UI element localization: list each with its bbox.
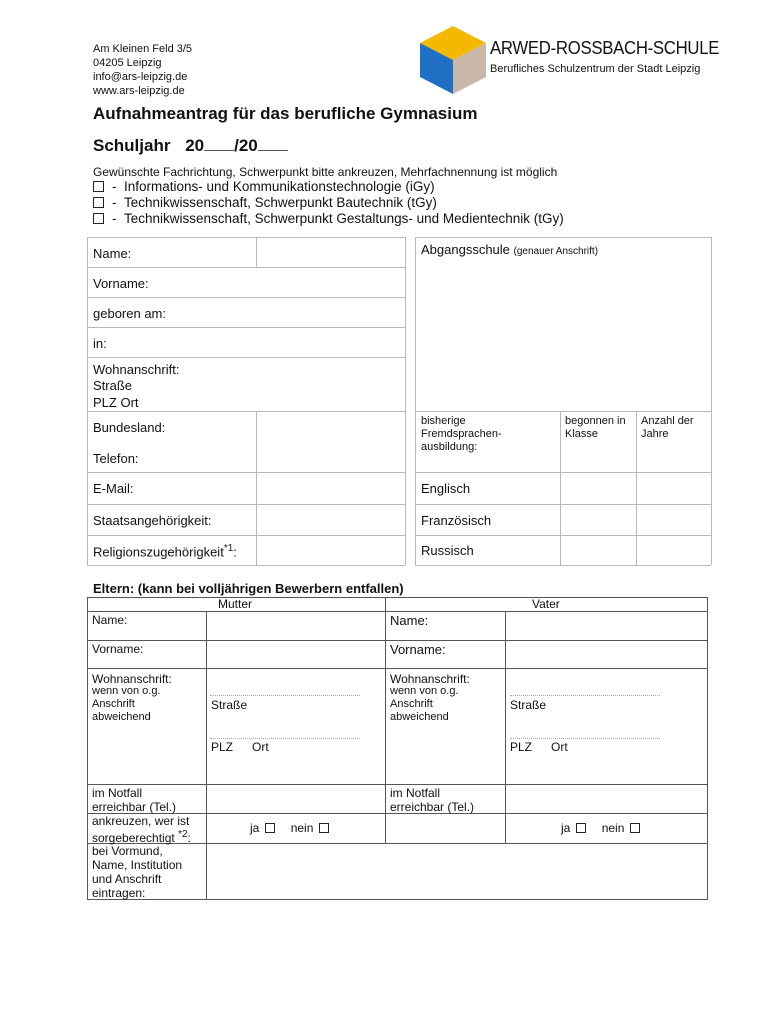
fremd-line: Fremdsprachen- xyxy=(421,428,502,440)
notfall-line: erreichbar (Tel.) xyxy=(92,800,177,814)
parents-heading: Eltern: (kann bei volljährigen Bewerbern entfallen) xyxy=(93,581,404,596)
ja-label: ja xyxy=(250,821,260,835)
fremd-line: bisherige xyxy=(421,415,466,427)
option-label: Technikwissenschaft, Schwerpunkt Bautechnik (tGy) xyxy=(124,195,437,210)
vater-sorge-options xyxy=(561,821,646,835)
label-geburtsort: in: xyxy=(93,336,107,351)
year-blank-1[interactable] xyxy=(204,136,234,151)
label-religion xyxy=(93,543,237,559)
option-medientechnik[interactable] xyxy=(93,211,564,226)
mutter-name-input[interactable] xyxy=(207,612,384,639)
option-dash: - xyxy=(112,179,117,194)
mutter-nein-checkbox[interactable] xyxy=(319,823,329,833)
option-bautechnik[interactable] xyxy=(93,195,437,210)
vater-label-plz: PLZ xyxy=(510,740,533,754)
school-subtitle: Berufliches Schulzentrum der Stadt Leipzig xyxy=(490,63,701,75)
vater-label-strasse: Straße xyxy=(510,698,547,712)
sorge-line: ankreuzen, wer ist xyxy=(92,814,190,828)
vater-vorname-input[interactable] xyxy=(506,641,706,667)
mutter-label-name: Name: xyxy=(92,613,128,627)
label-begonnen xyxy=(565,415,626,441)
sorge-line: sorgeberechtigt xyxy=(92,831,175,845)
school-year xyxy=(93,136,288,156)
checkbox[interactable] xyxy=(93,181,104,192)
mutter-label-notfall xyxy=(92,786,176,814)
address-city: 04205 Leipzig xyxy=(93,57,162,69)
year-label: Schuljahr xyxy=(93,136,171,155)
religion-text: Religionszugehörigkeit xyxy=(93,544,224,560)
vormund-line: bei Vormund, xyxy=(92,844,163,858)
year-prefix-2: /20 xyxy=(234,136,258,155)
wenn-line: Anschrift xyxy=(92,698,135,710)
sorge-colon: : xyxy=(187,831,191,845)
vater-label-notfall xyxy=(390,786,474,814)
label-bundesland: Bundesland: xyxy=(93,420,166,435)
name-input[interactable] xyxy=(257,238,404,266)
label-strasse: Straße xyxy=(93,378,133,393)
label-anzahl xyxy=(641,415,694,441)
vater-label-vorname: Vorname: xyxy=(390,642,446,657)
abgang-text: Abgangsschule xyxy=(421,242,510,257)
language-franzoesisch: Französisch xyxy=(421,513,492,528)
label-telefon: Telefon: xyxy=(93,451,139,466)
nein-label: nein xyxy=(601,821,625,835)
footnote-ref: *2 xyxy=(178,829,188,840)
header-mutter: Mutter xyxy=(218,597,253,611)
mutter-sorge-options xyxy=(250,821,335,835)
label-vorname: Vorname: xyxy=(93,276,149,291)
vater-label-wohnanschrift: Wohnanschrift: xyxy=(390,672,470,686)
label-sorgeberechtigt xyxy=(92,814,191,845)
mutter-label-strasse: Straße xyxy=(211,698,248,712)
header-vater: Vater xyxy=(532,597,560,611)
vater-label-name: Name: xyxy=(390,613,429,628)
wenn-line: Anschrift xyxy=(390,698,433,710)
nein-label: nein xyxy=(290,821,314,835)
school-header xyxy=(490,38,736,75)
begonnen-line: Klasse xyxy=(565,428,599,440)
vater-wenn-abweichend xyxy=(390,685,459,724)
vater-ja-checkbox[interactable] xyxy=(576,823,586,833)
notfall-line: im Notfall xyxy=(92,786,143,800)
label-wohnanschrift: Wohnanschrift: xyxy=(93,362,180,377)
vormund-line: Name, Institution xyxy=(92,858,183,872)
label-email: E-Mail: xyxy=(93,481,134,496)
year-prefix-1: 20 xyxy=(185,136,205,155)
anzahl-line: Jahre xyxy=(641,428,669,440)
option-label: Technikwissenschaft, Schwerpunkt Gestaltungs- und Medientechnik (tGy) xyxy=(124,211,564,226)
mutter-label-ort: Ort xyxy=(252,740,269,754)
vormund-line: und Anschrift xyxy=(92,872,162,886)
fremd-line: ausbildung: xyxy=(421,441,478,453)
label-name: Name: xyxy=(93,246,132,261)
wenn-line: abweichend xyxy=(390,711,449,723)
religion-colon: : xyxy=(233,544,237,560)
form-title: Aufnahmeantrag für das berufliche Gymnasium xyxy=(93,104,478,123)
mutter-label-plz: PLZ xyxy=(211,740,234,754)
option-dash: - xyxy=(112,195,117,210)
school-logo-icon xyxy=(418,24,488,96)
label-staatsangehoerigkeit: Staatsangehörigkeit: xyxy=(93,513,212,528)
language-russisch: Russisch xyxy=(421,543,474,558)
notfall-line: im Notfall xyxy=(390,786,441,800)
language-englisch: Englisch xyxy=(421,481,471,496)
ja-label: ja xyxy=(561,821,571,835)
address-street: Am Kleinen Feld 3/5 xyxy=(93,43,193,55)
anzahl-line: Anzahl der xyxy=(641,415,694,427)
mutter-label-wohnanschrift: Wohnanschrift: xyxy=(92,672,172,686)
label-geboren: geboren am: xyxy=(93,306,166,321)
mutter-vorname-input[interactable] xyxy=(207,641,384,667)
vormund-line: eintragen: xyxy=(92,886,146,900)
address-web: www.ars-leipzig.de xyxy=(93,85,185,97)
vater-name-input[interactable] xyxy=(506,612,706,639)
begonnen-line: begonnen in xyxy=(565,415,626,427)
vormund-input[interactable] xyxy=(207,844,706,898)
year-blank-2[interactable] xyxy=(258,136,288,151)
vater-nein-checkbox[interactable] xyxy=(630,823,640,833)
mutter-wenn-abweichend xyxy=(92,685,161,724)
label-vormund xyxy=(92,844,182,900)
abgang-note: (genauer Anschrift) xyxy=(513,246,599,257)
vater-label-ort: Ort xyxy=(551,740,568,754)
address-email: info@ars-leipzig.de xyxy=(93,71,188,83)
wenn-line: wenn von o.g. xyxy=(92,685,161,697)
option-dash: - xyxy=(112,211,117,226)
checkbox[interactable] xyxy=(93,213,104,224)
mutter-label-vorname: Vorname: xyxy=(92,642,144,656)
option-label: Informations- und Kommunikationstechnologie (iGy) xyxy=(124,179,435,194)
option-igy[interactable] xyxy=(93,179,435,194)
school-name: ARWED-ROSSBACH-SCHULE xyxy=(490,38,720,58)
notfall-line: erreichbar (Tel.) xyxy=(390,800,475,814)
checkbox[interactable] xyxy=(93,197,104,208)
school-address xyxy=(93,42,192,98)
mutter-ja-checkbox[interactable] xyxy=(265,823,275,833)
label-plz-ort: PLZ Ort xyxy=(93,395,139,410)
label-abgangsschule xyxy=(421,242,598,257)
abgangsschule-input[interactable] xyxy=(416,258,710,410)
footnote-ref: *1 xyxy=(223,543,234,554)
wenn-line: wenn von o.g. xyxy=(390,685,459,697)
label-fremdsprachen xyxy=(421,415,502,454)
wenn-line: abweichend xyxy=(92,711,151,723)
selection-hint: Gewünschte Fachrichtung, Schwerpunkt bitte ankreuzen, Mehrfachnennung ist möglich xyxy=(93,165,558,179)
